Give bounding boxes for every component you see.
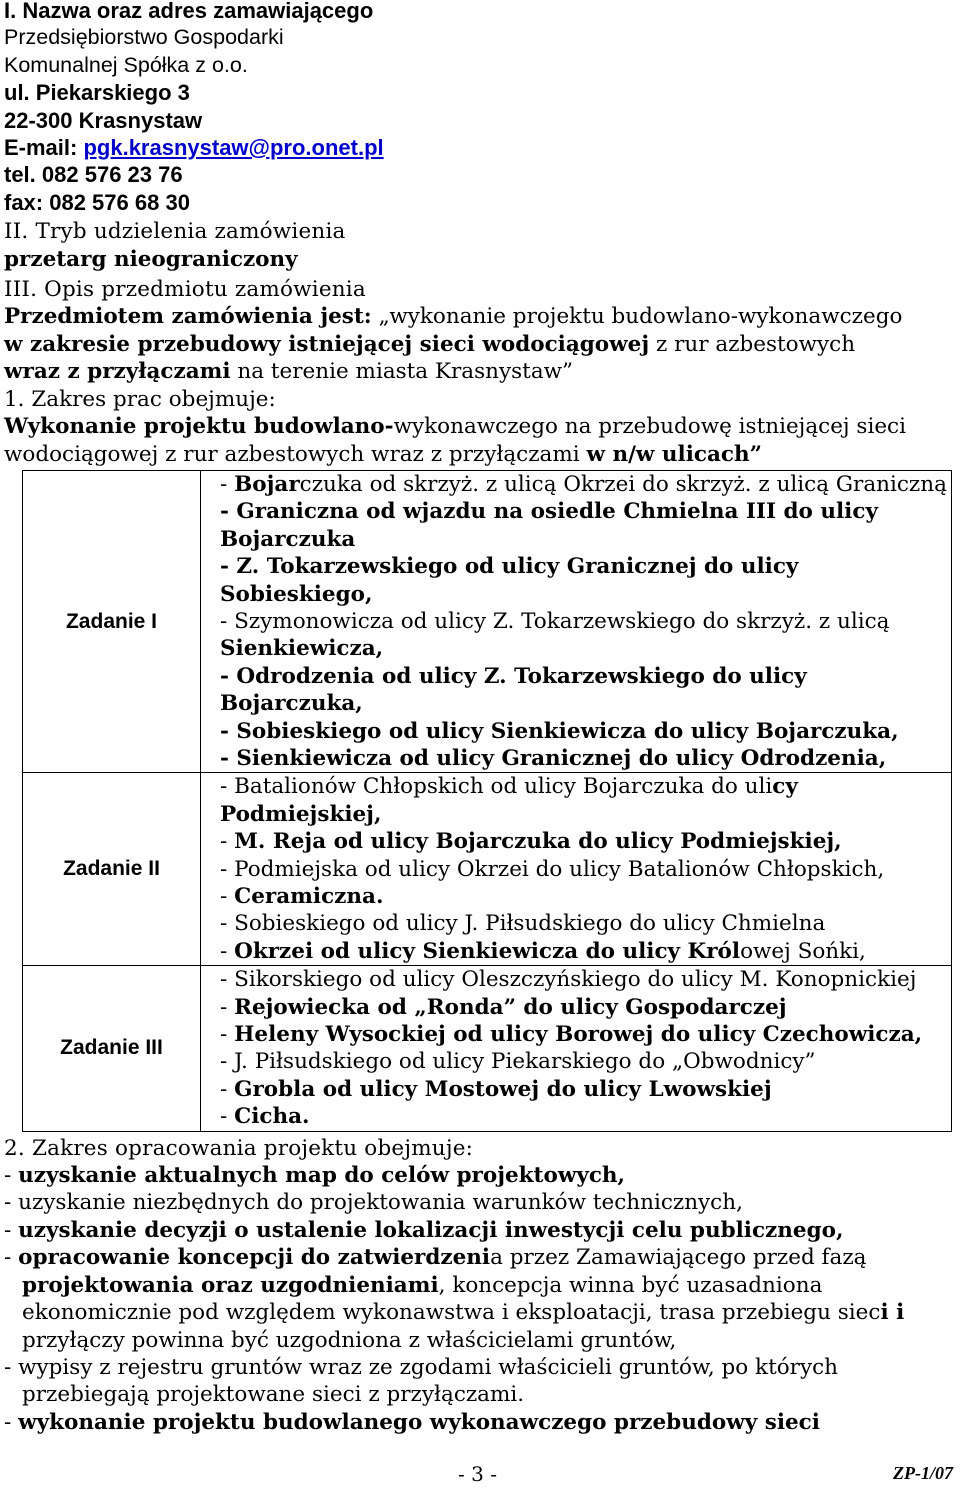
scope2-item4-cont3: przyłączy powinna być uzgodniona z właścicielami gruntów, — [22, 1327, 677, 1353]
task1-item3: - Z. Tokarzewskiego od ulicy Granicznej do ulicy Sobieskiego, — [220, 554, 799, 607]
task3-item3: - Heleny Wysockiej od ulicy Borowej do ulicy Czechowicza, — [220, 1022, 923, 1048]
scope2-item6: - wykonanie projektu budowlanego wykonawczego przebudowy sieci — [4, 1409, 820, 1435]
task3-item5: - Grobla od ulicy Mostowej do ulicy Lwowskiej — [220, 1076, 772, 1102]
task1-item6: - Sobieskiego od ulicy Sienkiewicza do ulicy Bojarczuka, — [220, 718, 899, 744]
scope2-item5: - wypisy z rejestru gruntów wraz ze zgodami właścicieli gruntów, po których — [4, 1354, 838, 1380]
task1-item1: - Bojarczuka od skrzyż. z ulicą Okrzei do skrzyż. z ulicą Graniczną — [220, 471, 947, 497]
company-name-line2: Komunalnej Spółka z o.o. — [4, 52, 248, 77]
scope-p1-normal: wykonawczego na przebudowę istniejącej sieci — [393, 414, 906, 440]
task-items-3 — [201, 966, 952, 1131]
scope-title: 1. Zakres prac obejmuje: — [4, 386, 276, 412]
section3-title: III. Opis przedmiotu zamówienia — [4, 277, 366, 303]
scope-line2 — [4, 441, 954, 468]
section3-para-line1 — [4, 303, 954, 330]
scope2-title: 2. Zakres opracowania projektu obejmuje: — [4, 1135, 474, 1161]
section3-p3-normal: na terenie miasta Krasnystaw” — [230, 359, 574, 385]
section3-p3-bold: wraz z przyłączami — [4, 359, 231, 385]
section2-title: II. Tryb udzielenia zamówienia — [4, 219, 346, 245]
page-number: - 3 - — [458, 1462, 497, 1486]
task-label-3: Zadanie III — [23, 966, 201, 1131]
task1-item4: - Szymonowicza od ulicy Z. Tokarzewskiego do skrzyż. z ulicą Sienkiewicza, — [220, 608, 890, 662]
section1-title: I. Nazwa oraz adres zamawiającego — [4, 0, 374, 23]
company-name-line1: Przedsiębiorstwo Gospodarki — [4, 25, 284, 50]
task-row-2 — [23, 773, 952, 966]
scope2-item4: - opracowanie koncepcji do zatwierdzenia przez Zamawiającego przed fazą — [4, 1245, 867, 1271]
task2-item4: - Ceramiczna. — [220, 884, 384, 909]
scope2-item5-cont: przebiegają projektowane sieci z przyłączami. — [22, 1382, 525, 1408]
task-row-3 — [23, 966, 952, 1131]
task3-item1: - Sikorskiego od ulicy Oleszczyńskiego do ulicy M. Konopnickiej — [220, 967, 917, 993]
task-label-1: Zadanie I — [23, 470, 201, 772]
section2-value: przetarg nieograniczony — [4, 246, 298, 272]
company-street: ul. Piekarskiego 3 — [4, 80, 190, 106]
task1-item2: - Graniczna od wjazdu na osiedle Chmielna III do ulicy Bojarczuka — [220, 499, 878, 552]
email-link[interactable]: pgk.krasnystaw@pro.onet.pl — [83, 135, 384, 161]
company-email — [4, 134, 954, 161]
task-items-2 — [201, 773, 952, 966]
scope-p1-bold: Wykonanie projektu budowlano- — [4, 414, 394, 440]
scope2-item4-cont2: ekonomicznie pod względem wykonawstwa i eksploatacji, trasa przebiegu sieci i — [22, 1300, 905, 1326]
task2-item5: - Sobieskiego od ulicy J. Piłsudskiego do ulicy Chmielna — [220, 911, 826, 937]
document-code: ZP-1/07 — [893, 1463, 953, 1483]
task1-item7: - Sienkiewicza od ulicy Granicznej do ulicy Odrodzenia, — [220, 745, 887, 771]
task-items-1 — [201, 470, 952, 772]
document-page — [4, 0, 954, 1436]
task2-item6: - Okrzei od ulicy Sienkiewicza do ulicy Królowej Sońki, — [220, 938, 866, 964]
task3-item2: - Rejowiecka od „Ronda” do ulicy Gospodarczej — [220, 994, 787, 1020]
company-tel: tel. 082 576 23 76 — [4, 162, 183, 188]
section3-p1-normal: „wykonanie projektu budowlano-wykonawczego — [371, 304, 903, 330]
section3-para-line3 — [4, 358, 954, 385]
scope2-item1: - uzyskanie aktualnych map do celów projektowych, — [4, 1163, 626, 1189]
scope2-item3: - uzyskanie decyzji o ustalenie lokalizacji inwestycji celu publicznego, — [4, 1217, 844, 1243]
scope-p2-bold: w n/w ulicach” — [586, 441, 763, 467]
task2-item1: - Batalionów Chłopskich od ulicy Bojarczuka do ulicy Podmiejskiej, — [220, 774, 798, 827]
scope2-item2: - uzyskanie niezbędnych do projektowania warunków technicznych, — [4, 1190, 743, 1216]
section3-para-line2 — [4, 331, 954, 358]
tasks-table — [22, 470, 952, 1132]
company-city: 22-300 Krasnystaw — [4, 107, 203, 133]
company-fax: fax: 082 576 68 30 — [4, 189, 190, 215]
scope-p2-normal: wodociągowej z rur azbestowych wraz z przyłączami — [4, 441, 587, 467]
task2-item3: - Podmiejska od ulicy Okrzei do ulicy Batalionów Chłopskich, — [220, 856, 885, 882]
task2-item2: - M. Reja od ulicy Bojarczuka do ulicy Podmiejskiej, — [220, 829, 842, 855]
task3-item6: - Cicha. — [220, 1104, 310, 1130]
task-row-1 — [23, 470, 952, 772]
scope2-item4-cont1: projektowania oraz uzgodnieniami, koncepcja winna być uzasadniona — [22, 1272, 823, 1298]
scope-line1 — [4, 413, 954, 440]
task-label-2: Zadanie II — [23, 773, 201, 966]
email-label: E-mail: — [4, 135, 84, 161]
section3-p2-bold: w zakresie przebudowy istniejącej sieci wodociągowej — [4, 331, 650, 357]
section3-p1-bold: Przedmiotem zamówienia jest: — [4, 304, 372, 330]
task3-item4: - J. Piłsudskiego od ulicy Piekarskiego do „Obwodnicy” — [220, 1049, 816, 1075]
section3-p2-normal: z rur azbestowych — [649, 331, 856, 357]
task1-item5: - Odrodzenia od ulicy Z. Tokarzewskiego do ulicy Bojarczuka, — [220, 663, 807, 717]
